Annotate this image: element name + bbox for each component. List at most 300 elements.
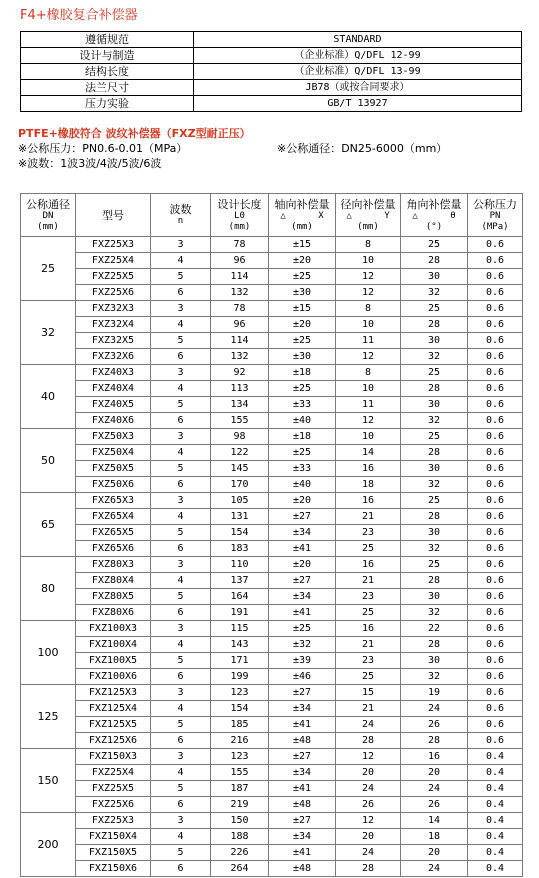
table-row: [21, 701, 523, 717]
model-cell: FXZ40X5: [76, 397, 151, 413]
table-row: [21, 669, 523, 685]
radial-cell: 16: [336, 493, 401, 509]
table-row: [21, 253, 523, 269]
model-cell: FXZ65X3: [76, 493, 151, 509]
pressure-cell: 0.6: [468, 397, 523, 413]
angular-cell: 25: [401, 493, 468, 509]
table-row: [21, 237, 523, 253]
pressure-cell: 0.6: [468, 477, 523, 493]
pressure-cell: 0.6: [468, 605, 523, 621]
radial-cell: 21: [336, 637, 401, 653]
spec-row: [21, 80, 522, 96]
angular-cell: 20: [401, 845, 468, 861]
axial-cell: ±30: [269, 349, 336, 365]
model-cell: FXZ25X4: [76, 253, 151, 269]
table-row: [21, 781, 523, 797]
model-cell: FXZ40X3: [76, 365, 151, 381]
length-cell: 123: [211, 685, 269, 701]
radial-cell: 24: [336, 781, 401, 797]
waves-cell: 4: [151, 509, 211, 525]
radial-cell: 8: [336, 301, 401, 317]
pressure-cell: 0.4: [468, 845, 523, 861]
waves-cell: 4: [151, 701, 211, 717]
radial-cell: 21: [336, 701, 401, 717]
length-cell: 171: [211, 653, 269, 669]
waves-cell: 5: [151, 269, 211, 285]
angular-cell: 30: [401, 589, 468, 605]
radial-cell: 20: [336, 765, 401, 781]
radial-cell: 11: [336, 397, 401, 413]
waves-cell: 6: [151, 797, 211, 813]
radial-cell: 10: [336, 253, 401, 269]
radial-cell: 10: [336, 381, 401, 397]
waves-cell: 6: [151, 477, 211, 493]
radial-cell: 10: [336, 429, 401, 445]
length-cell: 132: [211, 285, 269, 301]
parameter-table-body: [21, 237, 523, 877]
radial-cell: 23: [336, 589, 401, 605]
length-cell: 78: [211, 301, 269, 317]
dn-cell: 40: [21, 365, 76, 429]
angular-cell: 25: [401, 237, 468, 253]
angular-cell: 32: [401, 605, 468, 621]
model-cell: FXZ40X4: [76, 381, 151, 397]
spec-row: [21, 96, 522, 112]
angular-cell: 28: [401, 573, 468, 589]
model-cell: FXZ150X6: [76, 861, 151, 877]
axial-cell: ±40: [269, 413, 336, 429]
waves-cell: 5: [151, 461, 211, 477]
axial-cell: ±48: [269, 733, 336, 749]
axial-cell: ±25: [269, 621, 336, 637]
axial-cell: ±34: [269, 589, 336, 605]
table-row: [21, 637, 523, 653]
spec-label: 结构长度: [21, 64, 194, 80]
angular-cell: 25: [401, 429, 468, 445]
angular-cell: 16: [401, 749, 468, 765]
model-cell: FXZ32X3: [76, 301, 151, 317]
length-cell: 92: [211, 365, 269, 381]
dn-cell: 25: [21, 237, 76, 301]
table-row: [21, 413, 523, 429]
angular-cell: 28: [401, 253, 468, 269]
waves-cell: 4: [151, 829, 211, 845]
axial-cell: ±20: [269, 493, 336, 509]
model-cell: FXZ25X4: [76, 765, 151, 781]
section-subtitle: PTFE+橡胶符合 波纹补偿器（FXZ型耐正压）: [18, 127, 251, 140]
angular-cell: 25: [401, 557, 468, 573]
spec-label: 遵循规范: [21, 32, 194, 48]
pressure-cell: 0.6: [468, 413, 523, 429]
pressure-cell: 0.6: [468, 429, 523, 445]
angular-cell: 25: [401, 365, 468, 381]
table-row: [21, 605, 523, 621]
axial-cell: ±41: [269, 541, 336, 557]
radial-cell: 12: [336, 413, 401, 429]
length-cell: 155: [211, 765, 269, 781]
table-row: [21, 477, 523, 493]
spec-label: 压力实验: [21, 96, 194, 112]
axial-cell: ±25: [269, 445, 336, 461]
waves-cell: 3: [151, 493, 211, 509]
page-title: F4+橡胶复合补偿器: [20, 8, 138, 23]
table-row: [21, 445, 523, 461]
radial-cell: 20: [336, 829, 401, 845]
pressure-cell: 0.4: [468, 861, 523, 877]
angular-cell: 28: [401, 509, 468, 525]
model-cell: FXZ125X6: [76, 733, 151, 749]
model-cell: FXZ65X6: [76, 541, 151, 557]
radial-cell: 28: [336, 861, 401, 877]
angular-cell: 30: [401, 397, 468, 413]
pressure-cell: 0.6: [468, 557, 523, 573]
pressure-cell: 0.6: [468, 733, 523, 749]
waves-cell: 6: [151, 669, 211, 685]
axial-cell: ±25: [269, 381, 336, 397]
axial-cell: ±41: [269, 781, 336, 797]
model-cell: FXZ80X6: [76, 605, 151, 621]
waves-cell: 4: [151, 637, 211, 653]
model-cell: FXZ150X5: [76, 845, 151, 861]
pressure-cell: 0.6: [468, 589, 523, 605]
axial-cell: ±34: [269, 765, 336, 781]
table-row: [21, 685, 523, 701]
length-cell: 145: [211, 461, 269, 477]
length-cell: 122: [211, 445, 269, 461]
length-cell: 110: [211, 557, 269, 573]
waves-cell: 5: [151, 333, 211, 349]
angular-cell: 30: [401, 653, 468, 669]
pressure-cell: 0.6: [468, 461, 523, 477]
waves-cell: 4: [151, 381, 211, 397]
dn-cell: 65: [21, 493, 76, 557]
waves-cell: 4: [151, 445, 211, 461]
table-row: [21, 589, 523, 605]
model-cell: FXZ100X6: [76, 669, 151, 685]
length-cell: 183: [211, 541, 269, 557]
angular-cell: 20: [401, 765, 468, 781]
pressure-cell: 0.6: [468, 717, 523, 733]
table-row: [21, 765, 523, 781]
length-cell: 98: [211, 429, 269, 445]
model-cell: FXZ40X6: [76, 413, 151, 429]
angular-cell: 32: [401, 669, 468, 685]
radial-cell: 28: [336, 733, 401, 749]
pressure-cell: 0.6: [468, 685, 523, 701]
axial-cell: ±27: [269, 573, 336, 589]
angular-cell: 18: [401, 829, 468, 845]
waves-cell: 3: [151, 237, 211, 253]
radial-cell: 21: [336, 573, 401, 589]
axial-cell: ±15: [269, 301, 336, 317]
radial-cell: 26: [336, 797, 401, 813]
angular-cell: 30: [401, 461, 468, 477]
pressure-cell: 0.6: [468, 349, 523, 365]
table-row: [21, 573, 523, 589]
pressure-cell: 0.6: [468, 301, 523, 317]
model-cell: FXZ32X6: [76, 349, 151, 365]
angular-cell: 28: [401, 445, 468, 461]
model-cell: FXZ125X5: [76, 717, 151, 733]
axial-cell: ±33: [269, 461, 336, 477]
axial-cell: ±34: [269, 829, 336, 845]
angular-cell: 25: [401, 301, 468, 317]
angular-cell: 32: [401, 349, 468, 365]
length-cell: 154: [211, 701, 269, 717]
radial-cell: 24: [336, 845, 401, 861]
table-row: [21, 621, 523, 637]
model-cell: FXZ150X3: [76, 749, 151, 765]
axial-cell: ±41: [269, 845, 336, 861]
dn-cell: 200: [21, 813, 76, 877]
waves-cell: 5: [151, 845, 211, 861]
pressure-cell: 0.6: [468, 637, 523, 653]
waves-cell: 5: [151, 653, 211, 669]
radial-cell: 12: [336, 813, 401, 829]
note-pressure: ※公称压力：PN0.6-0.01（MPa）: [18, 142, 188, 155]
table-row: [21, 317, 523, 333]
waves-cell: 6: [151, 861, 211, 877]
header-radial: 径向补偿量 △ Y (mm): [336, 194, 401, 237]
axial-cell: ±25: [269, 269, 336, 285]
length-cell: 78: [211, 237, 269, 253]
waves-cell: 6: [151, 605, 211, 621]
angular-cell: 28: [401, 733, 468, 749]
length-cell: 226: [211, 845, 269, 861]
waves-cell: 3: [151, 301, 211, 317]
length-cell: 154: [211, 525, 269, 541]
header-model: 型号: [76, 194, 151, 237]
axial-cell: ±25: [269, 333, 336, 349]
length-cell: 123: [211, 749, 269, 765]
spec-label: 设计与制造: [21, 48, 194, 64]
radial-cell: 23: [336, 653, 401, 669]
waves-cell: 3: [151, 749, 211, 765]
table-row: [21, 429, 523, 445]
axial-cell: ±48: [269, 797, 336, 813]
pressure-cell: 0.6: [468, 541, 523, 557]
table-row: [21, 541, 523, 557]
model-cell: FXZ25X3: [76, 237, 151, 253]
pressure-cell: 0.6: [468, 701, 523, 717]
model-cell: FXZ80X5: [76, 589, 151, 605]
angular-cell: 24: [401, 861, 468, 877]
length-cell: 132: [211, 349, 269, 365]
radial-cell: 12: [336, 749, 401, 765]
pressure-cell: 0.4: [468, 781, 523, 797]
axial-cell: ±39: [269, 653, 336, 669]
table-row: [21, 557, 523, 573]
pressure-cell: 0.6: [468, 365, 523, 381]
radial-cell: 11: [336, 333, 401, 349]
dn-cell: 100: [21, 621, 76, 685]
pressure-cell: 0.6: [468, 237, 523, 253]
table-row: [21, 845, 523, 861]
spec-value: GB/T 13927: [194, 96, 522, 112]
pressure-cell: 0.6: [468, 317, 523, 333]
dn-cell: 125: [21, 685, 76, 749]
table-row: [21, 525, 523, 541]
model-cell: FXZ50X3: [76, 429, 151, 445]
dn-cell: 32: [21, 301, 76, 365]
angular-cell: 24: [401, 701, 468, 717]
waves-cell: 4: [151, 765, 211, 781]
model-cell: FXZ100X3: [76, 621, 151, 637]
length-cell: 114: [211, 333, 269, 349]
note-diameter: ※公称通径：DN25-6000（mm）: [277, 142, 448, 155]
axial-cell: ±41: [269, 717, 336, 733]
spec-label: 法兰尺寸: [21, 80, 194, 96]
angular-cell: 32: [401, 541, 468, 557]
radial-cell: 16: [336, 621, 401, 637]
angular-cell: 28: [401, 381, 468, 397]
table-row: [21, 365, 523, 381]
waves-cell: 4: [151, 253, 211, 269]
table-row: [21, 717, 523, 733]
axial-cell: ±34: [269, 701, 336, 717]
note-waves: ※波数：1波3波/4波/5波/6波: [18, 157, 162, 170]
waves-cell: 3: [151, 685, 211, 701]
pressure-cell: 0.4: [468, 797, 523, 813]
angular-cell: 32: [401, 413, 468, 429]
table-row: [21, 333, 523, 349]
axial-cell: ±18: [269, 365, 336, 381]
length-cell: 115: [211, 621, 269, 637]
axial-cell: ±27: [269, 509, 336, 525]
radial-cell: 12: [336, 269, 401, 285]
axial-cell: ±32: [269, 637, 336, 653]
header-row: [21, 194, 523, 237]
waves-cell: 3: [151, 813, 211, 829]
header-length: 设计长度 L0 (mm): [211, 194, 269, 237]
axial-cell: ±48: [269, 861, 336, 877]
angular-cell: 24: [401, 781, 468, 797]
angular-cell: 14: [401, 813, 468, 829]
length-cell: 170: [211, 477, 269, 493]
table-row: [21, 733, 523, 749]
spec-row: [21, 64, 522, 80]
table-row: [21, 509, 523, 525]
length-cell: 164: [211, 589, 269, 605]
axial-cell: ±41: [269, 605, 336, 621]
radial-cell: 16: [336, 461, 401, 477]
angular-cell: 22: [401, 621, 468, 637]
length-cell: 188: [211, 829, 269, 845]
radial-cell: 16: [336, 557, 401, 573]
waves-cell: 3: [151, 557, 211, 573]
table-row: [21, 493, 523, 509]
angular-cell: 26: [401, 797, 468, 813]
model-cell: FXZ80X3: [76, 557, 151, 573]
pressure-cell: 0.6: [468, 333, 523, 349]
model-cell: FXZ32X5: [76, 333, 151, 349]
radial-cell: 8: [336, 237, 401, 253]
spec-table: [20, 31, 522, 112]
header-axial: 轴向补偿量 △ X (mm): [269, 194, 336, 237]
axial-cell: ±15: [269, 237, 336, 253]
waves-cell: 5: [151, 525, 211, 541]
pressure-cell: 0.6: [468, 381, 523, 397]
model-cell: FXZ25X5: [76, 269, 151, 285]
radial-cell: 15: [336, 685, 401, 701]
angular-cell: 32: [401, 477, 468, 493]
header-pressure: 公称压力 PN (MPa): [468, 194, 523, 237]
angular-cell: 28: [401, 637, 468, 653]
header-dn: 公称通径 DN (mm): [21, 194, 76, 237]
table-row: [21, 829, 523, 845]
model-cell: FXZ25X6: [76, 285, 151, 301]
pressure-cell: 0.6: [468, 493, 523, 509]
pressure-cell: 0.6: [468, 669, 523, 685]
model-cell: FXZ100X5: [76, 653, 151, 669]
header-waves: 波数 n: [151, 194, 211, 237]
length-cell: 150: [211, 813, 269, 829]
length-cell: 219: [211, 797, 269, 813]
pressure-cell: 0.6: [468, 285, 523, 301]
waves-cell: 4: [151, 317, 211, 333]
table-row: [21, 797, 523, 813]
length-cell: 187: [211, 781, 269, 797]
table-row: [21, 813, 523, 829]
length-cell: 199: [211, 669, 269, 685]
pressure-cell: 0.6: [468, 445, 523, 461]
waves-cell: 3: [151, 621, 211, 637]
pressure-cell: 0.6: [468, 525, 523, 541]
length-cell: 134: [211, 397, 269, 413]
table-row: [21, 653, 523, 669]
pressure-cell: 0.6: [468, 621, 523, 637]
pressure-cell: 0.4: [468, 829, 523, 845]
waves-cell: 3: [151, 429, 211, 445]
length-cell: 191: [211, 605, 269, 621]
angular-cell: 28: [401, 317, 468, 333]
waves-cell: 5: [151, 589, 211, 605]
model-cell: FXZ125X3: [76, 685, 151, 701]
table-row: [21, 349, 523, 365]
waves-cell: 6: [151, 413, 211, 429]
spec-row: [21, 48, 522, 64]
axial-cell: ±27: [269, 749, 336, 765]
model-cell: FXZ25X5: [76, 781, 151, 797]
radial-cell: 25: [336, 605, 401, 621]
table-row: [21, 397, 523, 413]
length-cell: 96: [211, 253, 269, 269]
table-row: [21, 269, 523, 285]
waves-cell: 5: [151, 717, 211, 733]
radial-cell: 25: [336, 669, 401, 685]
radial-cell: 24: [336, 717, 401, 733]
pressure-cell: 0.6: [468, 509, 523, 525]
dn-cell: 150: [21, 749, 76, 813]
model-cell: FXZ50X4: [76, 445, 151, 461]
length-cell: 113: [211, 381, 269, 397]
axial-cell: ±30: [269, 285, 336, 301]
radial-cell: 18: [336, 477, 401, 493]
angular-cell: 26: [401, 717, 468, 733]
length-cell: 137: [211, 573, 269, 589]
axial-cell: ±27: [269, 813, 336, 829]
length-cell: 131: [211, 509, 269, 525]
spec-value: （企业标准）Q/DFL 13-99: [194, 64, 522, 80]
table-row: [21, 285, 523, 301]
spec-row: [21, 32, 522, 48]
radial-cell: 21: [336, 509, 401, 525]
axial-cell: ±34: [269, 525, 336, 541]
angular-cell: 19: [401, 685, 468, 701]
model-cell: FXZ50X5: [76, 461, 151, 477]
model-cell: FXZ125X4: [76, 701, 151, 717]
table-row: [21, 749, 523, 765]
